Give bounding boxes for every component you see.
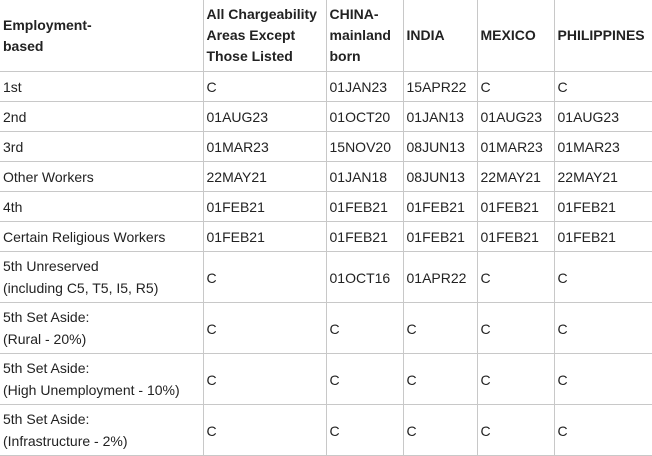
row-category xyxy=(0,354,203,405)
category-line: 1st xyxy=(3,78,22,95)
category-line: 4th xyxy=(3,198,23,215)
header-line: CHINA- xyxy=(329,6,379,22)
cell-mexico: C xyxy=(477,72,554,102)
category-line: 3rd xyxy=(3,138,24,155)
category-line: (Rural - 20%) xyxy=(3,331,87,347)
cell-all-chargeability: 01AUG23 xyxy=(203,102,326,132)
cell-philippines: 01MAR23 xyxy=(554,132,652,162)
cell-china: 01JAN23 xyxy=(326,72,403,102)
header-line: Areas Except xyxy=(206,27,296,43)
cell-india: 01APR22 xyxy=(403,252,477,303)
cell-philippines: 22MAY21 xyxy=(554,162,652,192)
table-row xyxy=(0,303,652,354)
cell-all-chargeability: 01FEB21 xyxy=(203,222,326,252)
cell-india: 08JUN13 xyxy=(403,132,477,162)
cell-india: 01JAN13 xyxy=(403,102,477,132)
header-all-chargeability xyxy=(203,0,326,72)
cell-all-chargeability: 01FEB21 xyxy=(203,192,326,222)
cell-india: C xyxy=(403,405,477,456)
row-category xyxy=(0,192,203,222)
cell-china: 01FEB21 xyxy=(326,222,403,252)
table-row xyxy=(0,162,652,192)
table-row xyxy=(0,252,652,303)
cell-mexico: C xyxy=(477,303,554,354)
category-line: Other Workers xyxy=(3,168,94,185)
table-row xyxy=(0,72,652,102)
header-india xyxy=(403,0,477,72)
header-china xyxy=(326,0,403,72)
table-row xyxy=(0,192,652,222)
cell-mexico: 01MAR23 xyxy=(477,132,554,162)
header-row xyxy=(0,0,652,72)
cell-all-chargeability: C xyxy=(203,354,326,405)
cell-china: 01OCT20 xyxy=(326,102,403,132)
row-category xyxy=(0,162,203,192)
table-body xyxy=(0,72,652,456)
table-row xyxy=(0,222,652,252)
row-category xyxy=(0,72,203,102)
cell-china: 01FEB21 xyxy=(326,192,403,222)
header-philippines xyxy=(554,0,652,72)
table-row xyxy=(0,102,652,132)
header-line: Employment- xyxy=(3,16,92,33)
header-line: PHILIPPINES xyxy=(557,27,645,43)
cell-philippines: C xyxy=(554,252,652,303)
table-row xyxy=(0,405,652,456)
cell-all-chargeability: 01MAR23 xyxy=(203,132,326,162)
header-line: born xyxy=(329,48,361,64)
header-line: INDIA xyxy=(406,27,445,43)
cell-all-chargeability: C xyxy=(203,405,326,456)
cell-india: 15APR22 xyxy=(403,72,477,102)
cell-philippines: C xyxy=(554,303,652,354)
cell-mexico: C xyxy=(477,405,554,456)
row-category xyxy=(0,222,203,252)
cell-china: 01OCT16 xyxy=(326,252,403,303)
cell-all-chargeability: C xyxy=(203,72,326,102)
cell-china: 15NOV20 xyxy=(326,132,403,162)
cell-philippines: 01FEB21 xyxy=(554,192,652,222)
cell-mexico: 01FEB21 xyxy=(477,222,554,252)
table-row xyxy=(0,132,652,162)
cell-mexico: C xyxy=(477,252,554,303)
category-line: 5th Set Aside: xyxy=(3,360,90,376)
header-line: based xyxy=(3,37,44,54)
category-line: 5th Unreserved xyxy=(3,258,99,274)
category-line: 2nd xyxy=(3,108,27,125)
header-line: Those Listed xyxy=(206,48,293,64)
cell-philippines: C xyxy=(554,72,652,102)
category-line: (High Unemployment - 10%) xyxy=(3,382,180,398)
cell-china: C xyxy=(326,303,403,354)
cell-india: C xyxy=(403,354,477,405)
cell-philippines: C xyxy=(554,405,652,456)
header-line: mainland xyxy=(329,27,391,43)
cell-all-chargeability: 22MAY21 xyxy=(203,162,326,192)
cell-india: 08JUN13 xyxy=(403,162,477,192)
cell-philippines: 01FEB21 xyxy=(554,222,652,252)
cell-china: C xyxy=(326,354,403,405)
row-category xyxy=(0,102,203,132)
cell-india: C xyxy=(403,303,477,354)
header-employment-based xyxy=(0,0,203,72)
category-line: (Infrastructure - 2%) xyxy=(3,433,128,449)
cell-philippines: 01AUG23 xyxy=(554,102,652,132)
row-category xyxy=(0,303,203,354)
header-line: MEXICO xyxy=(480,27,536,43)
category-line: 5th Set Aside: xyxy=(3,309,90,325)
header-line: All Chargeability xyxy=(206,6,317,22)
table-row xyxy=(0,354,652,405)
cell-india: 01FEB21 xyxy=(403,222,477,252)
cell-all-chargeability: C xyxy=(203,303,326,354)
header-mexico xyxy=(477,0,554,72)
row-category xyxy=(0,132,203,162)
cell-china: C xyxy=(326,405,403,456)
cell-india: 01FEB21 xyxy=(403,192,477,222)
category-line: (including C5, T5, I5, R5) xyxy=(3,280,159,296)
row-category xyxy=(0,405,203,456)
category-line: Certain Religious Workers xyxy=(3,228,166,245)
cell-mexico: 01FEB21 xyxy=(477,192,554,222)
cell-mexico: C xyxy=(477,354,554,405)
category-line: 5th Set Aside: xyxy=(3,411,90,427)
cell-china: 01JAN18 xyxy=(326,162,403,192)
row-category xyxy=(0,252,203,303)
cell-philippines: C xyxy=(554,354,652,405)
cell-all-chargeability: C xyxy=(203,252,326,303)
cell-mexico: 22MAY21 xyxy=(477,162,554,192)
cell-mexico: 01AUG23 xyxy=(477,102,554,132)
